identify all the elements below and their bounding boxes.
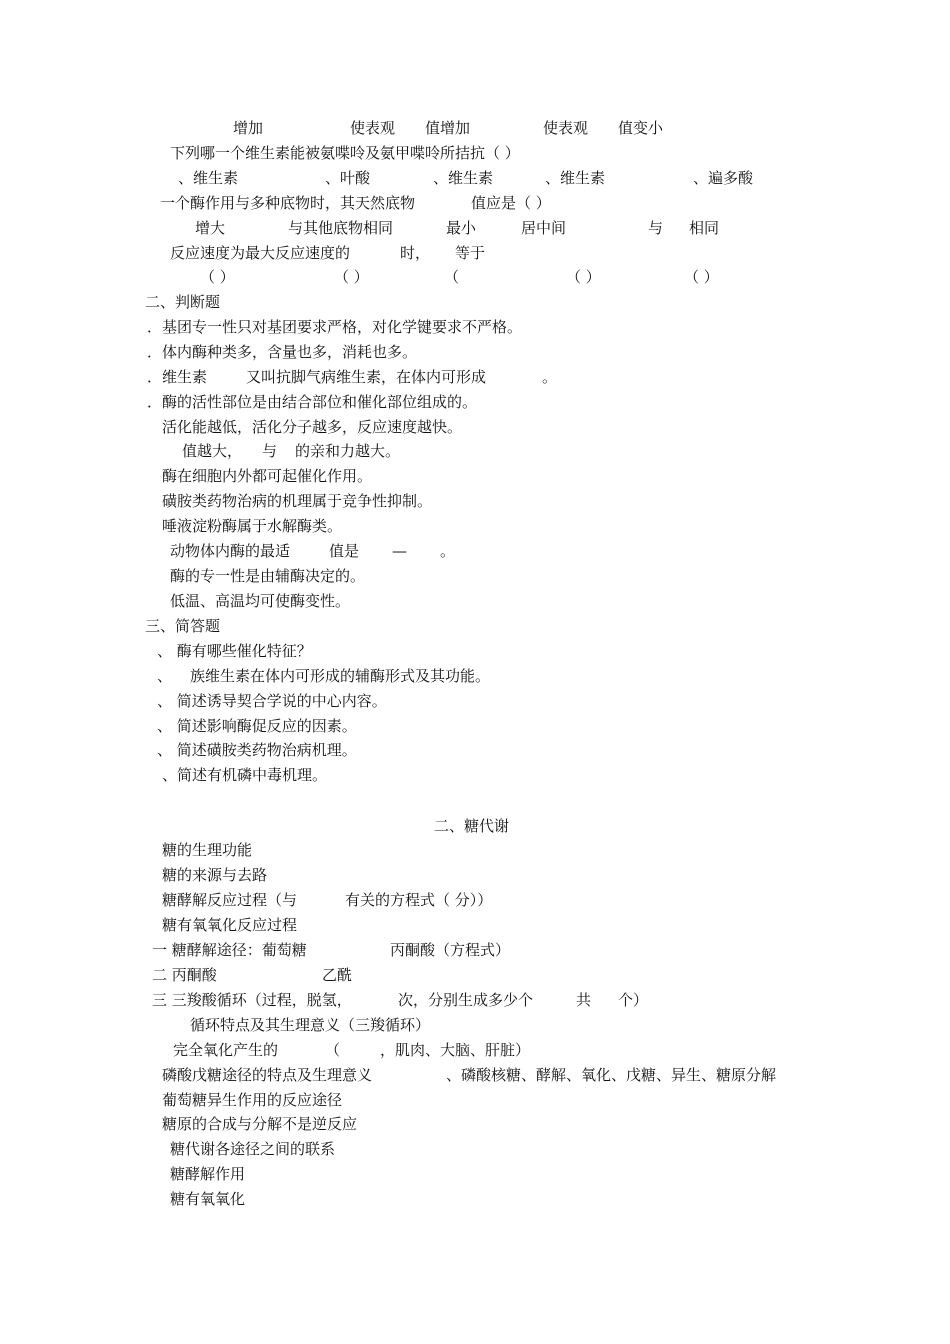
- text-line: 三 三羧酸循环（过程，脱氢，: [152, 991, 352, 1009]
- text-line: ．基团专一性只对基团要求严格，对化学键要求不严格。: [147, 318, 523, 336]
- text-line: 二 丙酮酸: [152, 966, 217, 984]
- text-line: 葡萄糖异生作用的反应途径: [162, 1091, 343, 1109]
- text-line: 、叶酸: [325, 169, 371, 187]
- text-line: 居中间: [521, 219, 567, 237]
- text-line: 与: [648, 219, 664, 237]
- text-line: 次，分别生成多少个: [398, 991, 534, 1009]
- text-line: （ ）: [566, 268, 601, 286]
- text-line: ．酶的活性部位是由结合部位和催化部位组成的。: [147, 393, 478, 411]
- text-line: 使表观: [543, 119, 589, 137]
- text-line: 与其他底物相同: [288, 219, 394, 237]
- text-line: 个）: [618, 991, 649, 1009]
- text-line: （ ）: [334, 268, 369, 286]
- text-line: 唾液淀粉酶属于水解酶类。: [162, 517, 343, 535]
- text-line: （ ）: [684, 268, 719, 286]
- text-line: 糖酵解作用: [170, 1165, 246, 1183]
- text-line: 动物体内酶的最适: [170, 542, 291, 560]
- text-line: ．体内酶种类多，含量也多，消耗也多。: [147, 343, 418, 361]
- text-line: 值越大，: [182, 442, 243, 460]
- text-line: 、磷酸核糖、酵解、氧化、戊糖、异生、糖原分解: [446, 1066, 777, 1084]
- text-line: 磺胺类药物治病的机理属于竞争性抑制。: [162, 492, 433, 510]
- text-line: （: [325, 1041, 341, 1059]
- text-line: 与: [262, 442, 278, 460]
- text-line: 一个酶作用与多种底物时，其天然底物: [160, 194, 416, 212]
- text-line: 糖代谢各途径之间的联系: [170, 1140, 336, 1158]
- text-line: 值增加: [425, 119, 471, 137]
- text-line: ，肌肉、大脑、肝脏）: [380, 1041, 531, 1059]
- text-line: 循环特点及其生理意义（三羧循环）: [190, 1016, 431, 1034]
- text-line: 、: [157, 667, 173, 685]
- text-line: 下列哪一个维生素能被氨喋呤及氨甲喋呤所拮抗（ ）: [170, 144, 520, 162]
- text-line: ．维生素: [147, 368, 208, 386]
- text-line: 糖有氧氧化: [170, 1190, 246, 1208]
- text-line: 丙酮酸（方程式）: [390, 941, 511, 959]
- text-line: 、维生素: [433, 169, 494, 187]
- text-line: 糖的生理功能: [162, 841, 253, 859]
- text-line: 、简述有机磷中毒机理。: [162, 766, 328, 784]
- text-line: 完全氧化产生的: [173, 1041, 279, 1059]
- text-line: 时，: [400, 244, 431, 262]
- text-line: 、 酶有哪些催化特征？: [157, 642, 312, 660]
- text-line: 有关的方程式（ 分））: [345, 891, 493, 909]
- text-line: 使表观: [350, 119, 396, 137]
- text-line: 糖的来源与去路: [162, 866, 268, 884]
- text-line: 的亲和力越大。: [295, 442, 401, 460]
- text-line: 、遍多酸: [693, 169, 754, 187]
- text-line: 二、判断题: [145, 293, 221, 311]
- text-line: 酶的专一性是由辅酶决定的。: [170, 567, 366, 585]
- text-line: 活化能越低，活化分子越多，反应速度越快。: [162, 418, 463, 436]
- text-line: —: [392, 542, 407, 560]
- text-line: 、 简述影响酶促反应的因素。: [157, 717, 357, 735]
- text-line: 、维生素: [178, 169, 239, 187]
- text-line: 相同: [689, 219, 720, 237]
- text-line: 二、糖代谢: [434, 817, 510, 835]
- text-line: 磷酸戊糖途径的特点及生理意义: [162, 1066, 373, 1084]
- text-line: 。: [542, 368, 558, 386]
- text-line: （ ）: [200, 268, 235, 286]
- text-line: 糖酵解反应过程（与: [162, 891, 298, 909]
- text-line: 最小: [446, 219, 477, 237]
- text-line: 族维生素在体内可形成的辅酶形式及其功能。: [190, 667, 491, 685]
- text-line: 糖原的合成与分解不是逆反应: [162, 1115, 358, 1133]
- text-line: 又叫抗脚气病维生素，在体内可形成: [246, 368, 487, 386]
- text-line: 、维生素: [545, 169, 606, 187]
- text-line: 、 简述诱导契合学说的中心内容。: [157, 692, 387, 710]
- text-line: 一 糖酵解途径：葡萄糖: [152, 941, 307, 959]
- text-line: 乙酰: [322, 966, 353, 984]
- text-line: 三、简答题: [145, 617, 221, 635]
- text-line: 值是: [329, 542, 360, 560]
- text-line: 增加: [233, 119, 264, 137]
- text-line: 共: [576, 991, 592, 1009]
- text-line: 。: [440, 542, 456, 560]
- text-line: 、 简述磺胺类药物治病机理。: [157, 741, 357, 759]
- text-line: 低温、高温均可使酶变性。: [170, 592, 351, 610]
- text-line: 糖有氧氧化反应过程: [162, 916, 298, 934]
- text-line: 酶在细胞内外都可起催化作用。: [162, 467, 373, 485]
- text-line: 反应速度为最大反应速度的: [170, 244, 351, 262]
- text-line: 增大: [195, 219, 226, 237]
- text-line: 值应是（ ）: [471, 194, 551, 212]
- text-line: （: [444, 268, 460, 286]
- text-line: 值变小: [618, 119, 664, 137]
- text-line: 等于: [455, 244, 486, 262]
